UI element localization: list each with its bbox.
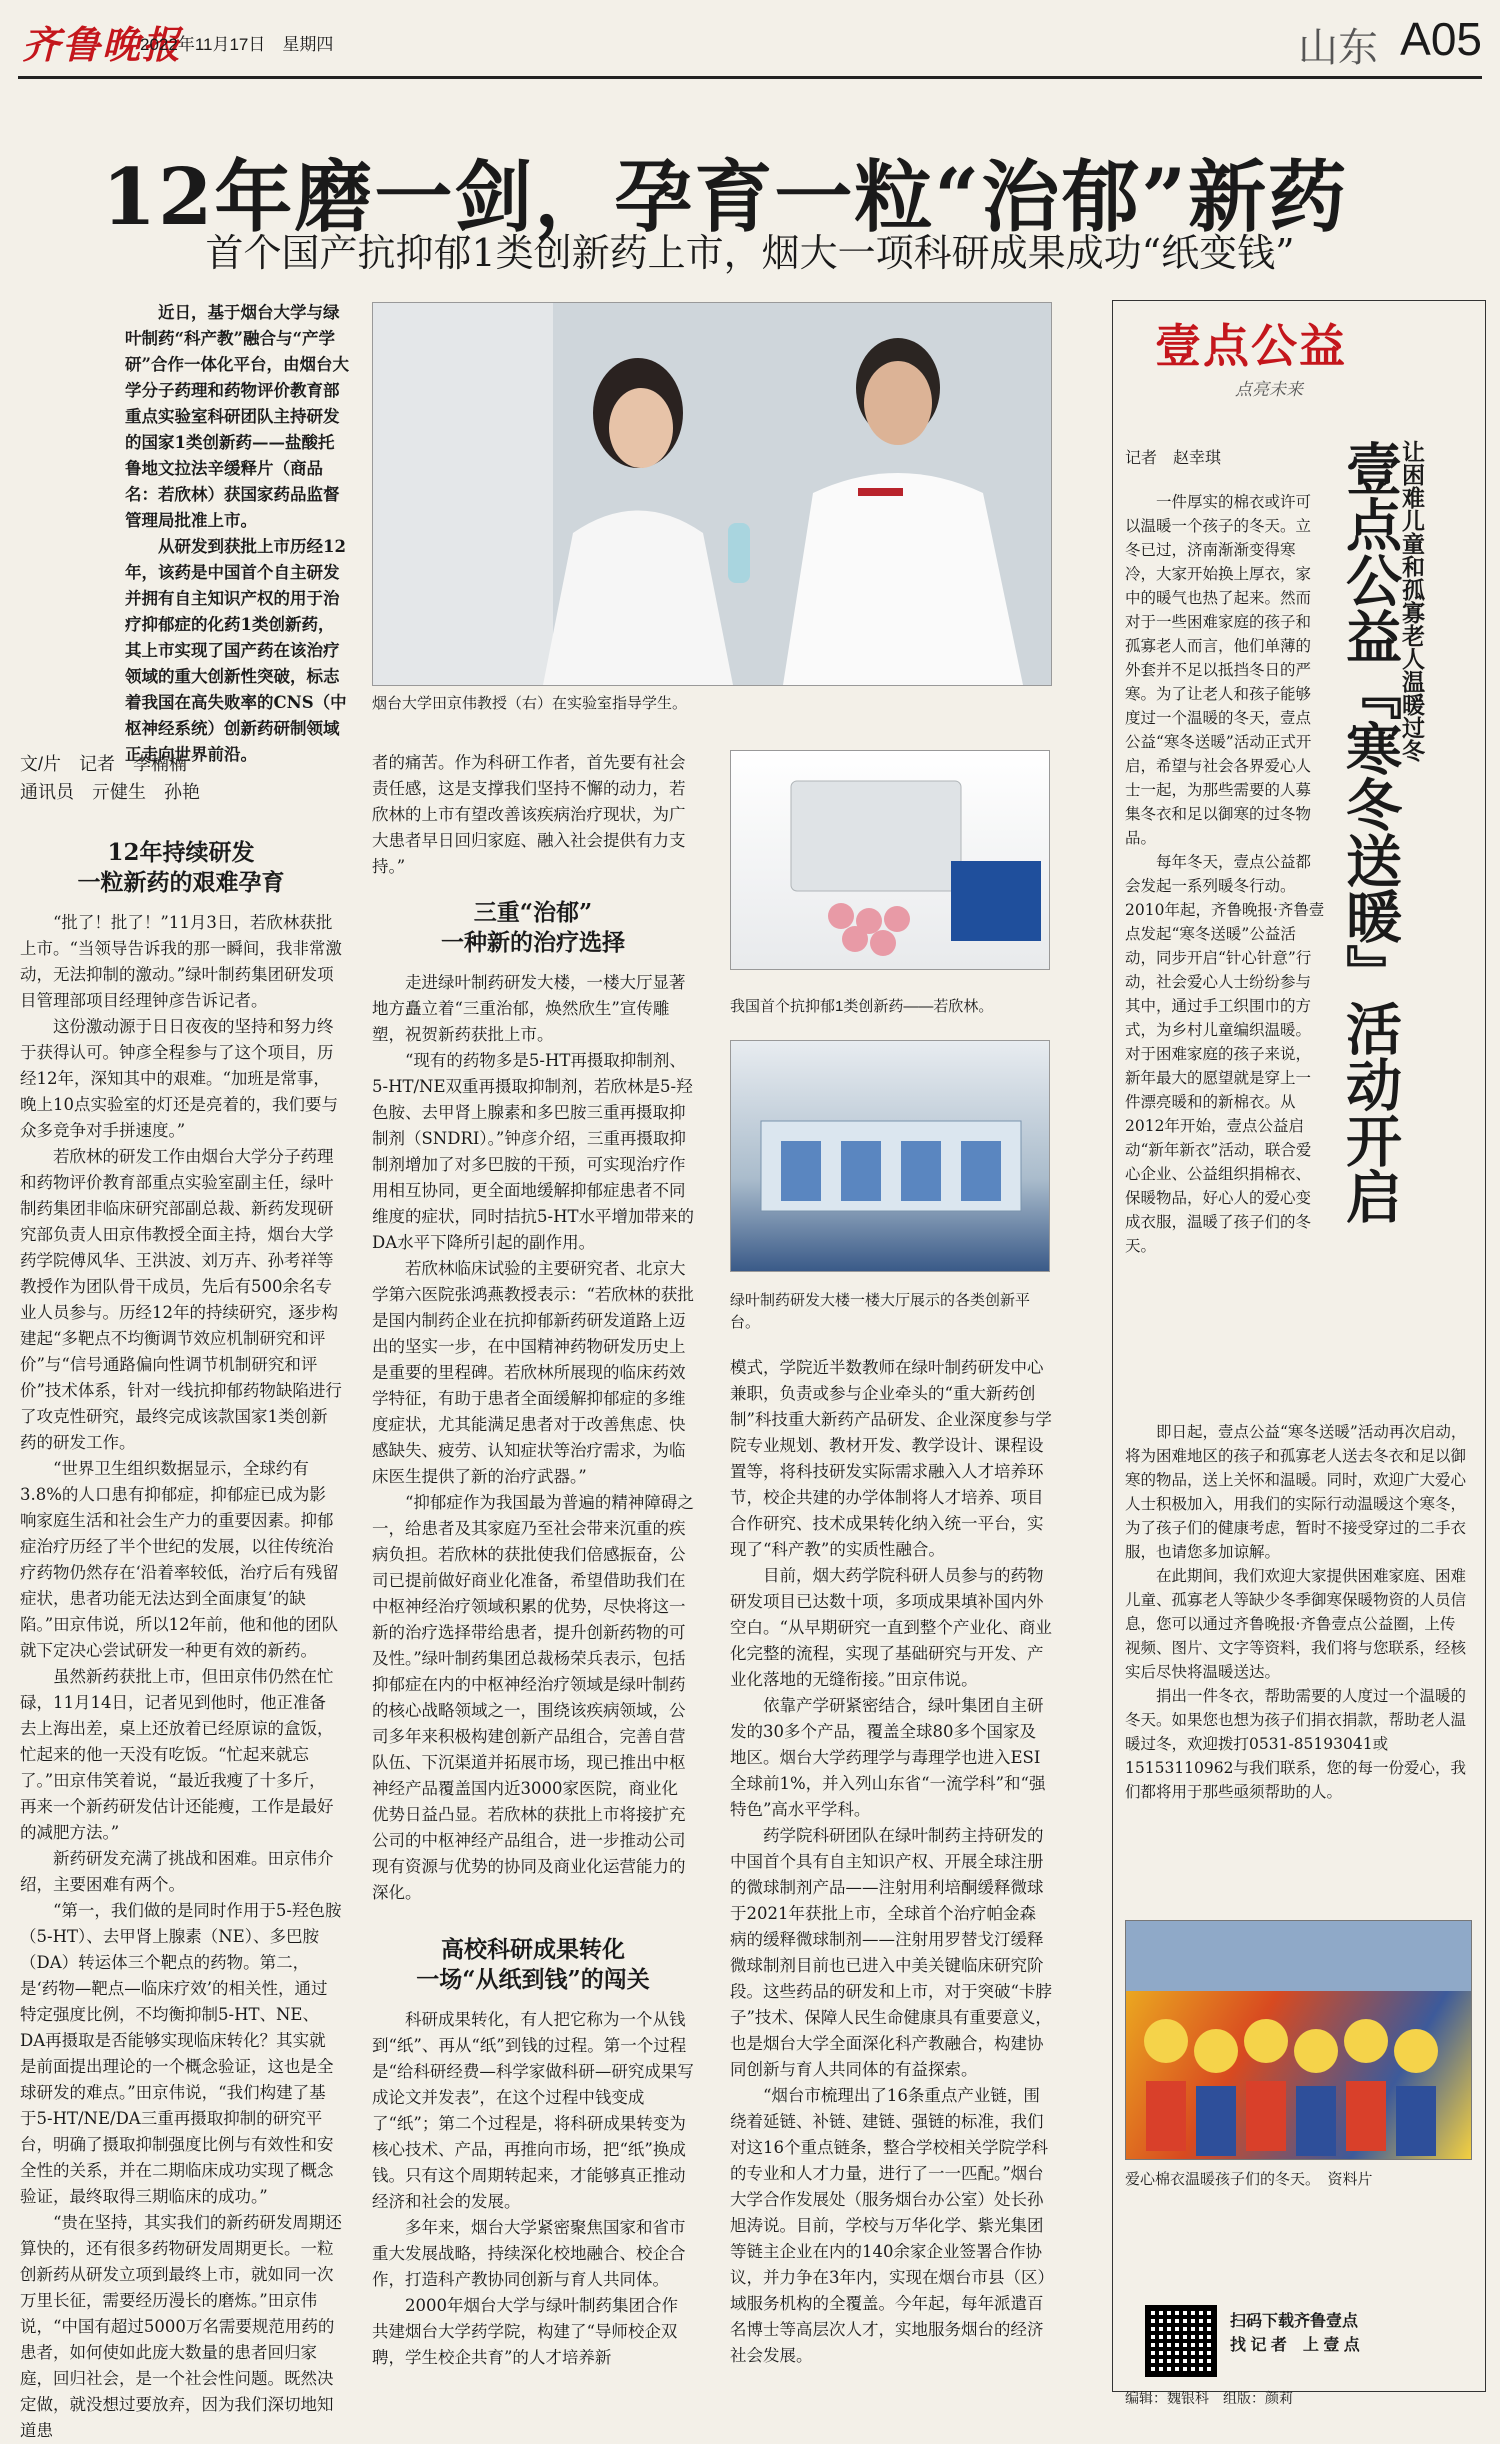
masthead-rule bbox=[18, 76, 1482, 79]
lab-scene-illustration bbox=[373, 303, 1051, 685]
qr-label: 扫码下载齐鲁壹点 找 记 者 上 壹 点 bbox=[1230, 2313, 1360, 2354]
sidebar-body-narrow bbox=[1125, 490, 1325, 1258]
body-paragraph: “贵在坚持，其实我们的新药研发周期还算快的，还有很多药物研发周期更长。一粒创新药从研发立项到最终上市，就如同一次万里长征，需要经历漫长的磨炼。”田京伟说，“中国有超过5000万名需要规范用药的患者，如何使如此庞大数量的患者回归家庭，回归社会，是一个社会性问题。既然决定做，就没想过要放弃，因为我们深切地知道患 bbox=[20, 2213, 342, 2440]
lobby-illustration bbox=[731, 1041, 1049, 1271]
body-paragraph: 依靠产学研紧密结合，绿叶集团自主研发的30多个产品，覆盖全球80多个国家及地区。烟台大学药理学与毒理学也进入ESI全球前1%，并入列山东省“一流学科”和“强特色”高水平学科。 bbox=[730, 1696, 1046, 1819]
section-1-title: 12年持续研发 一粒新药的艰难孕育 bbox=[77, 839, 285, 896]
sidebar-title: 壹点公益『寒冬送暖』活动开启 bbox=[1337, 440, 1403, 1224]
byline-correspondent: 通讯员 亓健生 孙艳 bbox=[20, 782, 200, 802]
body-paragraph: 走进绿叶制药研发大楼，一楼大厅显著地方矗立着“三重治郁，焕然欣生”宣传雕塑，祝贺新药获批上市。 bbox=[372, 973, 686, 1044]
issue-date: 2022年11月17日 星期四 bbox=[140, 35, 334, 54]
download-qr-code[interactable] bbox=[1145, 2305, 1217, 2377]
main-photo-caption: 烟台大学田京伟教授（右）在实验室指导学生。 bbox=[372, 695, 688, 712]
body-paragraph: “第一，我们做的是同时作用于5-羟色胺（5-HT）、去甲肾上腺素（NE）、多巴胺（DA）转运体三个靶点的药物。第二，是‘药物—靶点—临床疗效’的相关性，通过特定强度比例，不均衡抑制5-HT、NE、DA再摄取是否能够实现临床转化？其实就是前面提出理论的一个概念验证，这也是全球研发的难点。”田京伟说，“我们构建了基于5-HT/NE/DA三重再摄取抑制的研究平台，明确了摄取抑制强度比例与有效性和安全性的关系，并在二期临床成功实现了概念验证，最终取得三期临床的成功。” bbox=[20, 1901, 342, 2206]
main-headline: 12年磨一剑，孕育一粒“治郁”新药 bbox=[101, 152, 1349, 243]
charity-photo-caption: 爱心棉衣温暖孩子们的冬天。 资料片 bbox=[1125, 2171, 1373, 2188]
body-paragraph: “现有的药物多是5-HT再摄取抑制剂、5-HT/NE双重再摄取抑制剂，若欣林是5-羟色胺、去甲肾上腺素和多巴胺三重再摄取抑制剂（SNDRI）。”钟彦介绍，三重再摄取抑制剂增加了对多巴胺的干预，可实现治疗作用相互协同，更全面地缓解抑郁症患者不同维度的症状，同时拮抗5-HT水平增加带来的DA水平下降所引起的副作用。 bbox=[372, 1051, 694, 1252]
body-paragraph: 者的痛苦。作为科研工作者，首先要有社会责任感，这是支撑我们坚持不懈的动力，若欣林的上市有望改善该疾病治疗现状，为广大患者早日回归家庭、融入社会提供有力支持。” bbox=[372, 753, 686, 876]
charity-logo: 壹点公益 bbox=[1155, 319, 1347, 373]
main-photo bbox=[372, 302, 1052, 686]
editor-credit: 编辑：魏银科 组版：颜莉 bbox=[1125, 2390, 1293, 2406]
body-paragraph: 2000年烟台大学与绿叶制药集团合作共建烟台大学药学院，构建了“导师校企双聘，学生校企共育”的人才培养新 bbox=[372, 2296, 678, 2367]
sidebar-byline: 记者 赵幸琪 bbox=[1125, 450, 1222, 467]
lobby-photo-caption: 绿叶制药研发大楼一楼大厅展示的各类创新平台。 bbox=[730, 1292, 1031, 1331]
body-paragraph: 虽然新药获批上市，但田京伟仍然在忙碌，11月14日，记者见到他时，他正准备去上海出差，桌上还放着已经原谅的盒饭，忙起来的他一天没有吃饭。“忙起来就忘了。”田京伟笑着说，“最近我瘦了十多斤，再来一个新药研发估计还能瘦，工作是最好的减肥方法。” bbox=[20, 1667, 334, 1842]
body-paragraph: “抑郁症作为我国最为普遍的精神障碍之一，给患者及其家庭乃至社会带来沉重的疾病负担。若欣林的获批使我们倍感振奋，公司已提前做好商业化准备，希望借助我们在中枢神经治疗领域积累的优势，尽快将这一新的治疗选择带给患者，提升创新药物的可及性。”绿叶制药集团总裁杨荣兵表示，包括抑郁症在内的中枢神经治疗领域是绿叶制药的核心战略领域之一，围绕该疾病领域，公司多年来积极构建创新产品组合，完善自营队伍、下沉渠道并拓展市场，现已推出中枢神经产品覆盖国内近3000家医院，商业化优势日益凸显。若欣林的获批上市将接扩充公司的中枢神经产品组合，进一步推动公司现有资源与优势的协同及商业化运营能力的深化。 bbox=[372, 1493, 694, 1902]
body-paragraph: 在此期间，我们欢迎大家提供困难家庭、困难儿童、孤寡老人等缺少冬季御寒保暖物资的人员信息，您可以通过齐鲁晚报·齐鲁壹点公益圈，上传视频、图片、文字等资料，我们将与您联系，经核实后尽快将温暖送达。 bbox=[1125, 1567, 1467, 1681]
section-2-body bbox=[372, 970, 694, 1906]
lobby-photo bbox=[730, 1040, 1050, 1272]
section-4 bbox=[730, 1355, 1052, 2369]
body-paragraph: 即日起，壹点公益“寒冬送暖”活动再次启动，将为困难地区的孩子和孤寡老人送去冬衣和足以御寒的物品，送上关怀和温暖。同时，欢迎广大爱心人士积极加入，用我们的实际行动温暖这个寒冬，为了孩子们的健康考虑，暂时不接受穿过的二手衣服，也请您多加谅解。 bbox=[1125, 1423, 1467, 1561]
body-paragraph: 药学院科研团队在绿叶制药主持研发的中国首个具有自主知识产权、开展全球注册的微球制剂产品——注射用利培酮缓释微球于2021年获批上市，全球首个治疗帕金森病的缓释微球制剂——注射用罗替戈汀缓释微球制剂目前也已进入中美关键临床研究阶段。这些药品的研发和上市，对于突破“卡脖子”技术、保障人民生命健康具有重要意义，也是烟台大学全面深化科产教融合，构建协同创新与育人共同体的有益探索。 bbox=[730, 1826, 1052, 2079]
section-name: 山东 bbox=[1298, 26, 1378, 70]
section-3 bbox=[372, 1935, 694, 2371]
page-number: A05 bbox=[1400, 13, 1482, 65]
body-paragraph: “烟台市梳理出了16条重点产业链，围绕着延链、补链、建链、强链的标准，我们对这16个重点链条，整合学校相关学院学科的专业和人才力量，进行了一一匹配。”烟台大学合作发展处（服务烟台办公室）处长孙旭涛说。目前，学校与万华化学、紫光集团等链主企业在内的140余家企业签署合作协议，并力争在3年内，实现在烟台市县（区）域服务机构的全覆盖。今年起，每年派遣百名博士等高层次人才，实地服务烟台的经济社会发展。 bbox=[730, 2086, 1048, 2365]
body-paragraph: 若欣林临床试验的主要研究者、北京大学第六医院张鸿燕教授表示：“若欣林的获批是国内制药企业在抗抑郁新药研发道路上迈出的坚实一步，在中国精神药物研发历史上是重要的里程碑。若欣林所展现的临床药效学特征，有助于患者全面缓解抑郁症的多维度症状，尤其能满足患者对于改善焦虑、快感缺失、疲劳、认知症状等治疗需求，为临床医生提供了新的治疗武器。” bbox=[372, 1259, 694, 1486]
body-paragraph: 一件厚实的棉衣或许可以温暖一个孩子的冬天。立冬已过，济南渐渐变得寒冷，大家开始换上厚衣，家中的暖气也热了起来。然而对于一些困难家庭的孩子和孤寡老人而言，他们单薄的外套并不足以抵挡冬日的严寒。为了让老人和孩子能够度过一个温暖的冬天，壹点公益“寒冬送暖”活动正式开启，希望与社会各界爱心人士一起，为那些需要的人募集冬衣和足以御寒的过冬物品。 bbox=[1125, 493, 1312, 847]
section-2-title: 三重“治郁” 一种新的治疗选择 bbox=[441, 899, 625, 956]
body-paragraph: “世界卫生组织数据显示，全球约有3.8%的人口患有抑郁症，抑郁症已成为影响家庭生活和社会生产力的重要因素。抑郁症治疗历经了半个世纪的发展，以往传统治疗药物仍然存在‘沿着率较低，治疗后有残留症状，患者功能无法达到全面康复’的缺陷。”田京伟说，所以12年前，他和他的团队就下定决心尝试研发一种更有效的新药。 bbox=[20, 1459, 339, 1660]
body-paragraph: 模式，学院近半数教师在绿叶制药研发中心兼职，负责或参与企业牵头的“重大新药创制”科技重大新药产品研发、企业深度参与学院专业规划、教材开发、教学设计、课程设置等，将科技研发实际需求融入人才培养环节，校企共建的办学体制将人才培养、项目合作研究、技术成果转化纳入统一平台，实现了“科产教”的实质性融合。 bbox=[730, 1358, 1052, 1559]
body-paragraph: 多年来，烟台大学紧密聚焦国家和省市重大发展战略，持续深化校地融合、校企合作，打造科产教协同创新与育人共同体。 bbox=[372, 2218, 686, 2289]
section-1-body bbox=[20, 910, 342, 2444]
intro-paragraph: 近日，基于烟台大学与绿叶制药“科产教”融合与“产学研”合作一体化平台，由烟台大学分子药理和药物评价教育部重点实验室科研团队主持研发的国家1类创新药——盐酸托鲁地文拉法辛缓释片（商品名：若欣林）获国家药品监督管理局批准上市。 bbox=[125, 303, 349, 530]
body-paragraph: 捐出一件冬衣，帮助需要的人度过一个温暖的冬天。如果您也想为孩子们捐衣捐款，帮助老人温暖过冬，欢迎拨打0531-85193041或15153110962与我们联系，您的每一份爱心，我们都将用于那些亟须帮助的人。 bbox=[1125, 1687, 1467, 1801]
pill-illustration bbox=[731, 751, 1049, 969]
body-paragraph: 目前，烟大药学院科研人员参与的药物研发项目已达数十项，多项成果填补国内外空白。“从早期研究一直到整个产业化、商业化完整的流程，实现了基础研究与开发、产业化落地的无缝衔接。”田京伟说。 bbox=[730, 1566, 1052, 1689]
sidebar-body-wide bbox=[1125, 1420, 1470, 1804]
charity-tagline: 点亮未来 bbox=[1235, 380, 1303, 400]
body-paragraph: 这份激动源于日日夜夜的坚持和努力终于获得认可。钟彦全程参与了这个项目，历经12年，深知其中的艰难。“加班是常事，晚上10点实验室的灯还是亮着的，我们要与众多竞争对手拼速度。” bbox=[20, 1017, 338, 1140]
section-1 bbox=[20, 838, 342, 2444]
byline bbox=[20, 750, 340, 806]
intro-paragraph: 从研发到获批上市历经12年，该药是中国首个自主研发并拥有自主知识产权的用于治疗抑郁症的化药1类创新药，其上市实现了国产药在该治疗领域的重大创新性突破，标志着我国在高失败率的CNS（中枢神经系统）创新药研制领域正走向世界前沿。 bbox=[125, 537, 347, 764]
charity-photo bbox=[1125, 1920, 1472, 2160]
body-paragraph: 科研成果转化，有人把它称为一个从钱到“纸”、再从“纸”到钱的过程。第一个过程是“给科研经费—科学家做科研—研究成果写成论文并发表”，在这个过程中钱变成了“纸”；第二个过程是，将科研成果转变为核心技术、产品，再推向市场，把“纸”换成钱。只有这个周期转起来，才能够真正推动经济和社会的发展。 bbox=[372, 2010, 694, 2211]
body-paragraph: 新药研发充满了挑战和困难。田京伟介绍，主要困难有两个。 bbox=[20, 1849, 334, 1894]
section-4-body bbox=[730, 1355, 1052, 2369]
children-group-illustration bbox=[1126, 1921, 1471, 2159]
sidebar-subtitle: 让困难儿童和孤寡老人温暖过冬 bbox=[1398, 440, 1425, 762]
section-2 bbox=[372, 750, 694, 1906]
body-paragraph: 若欣林的研发工作由烟台大学分子药理和药物评价教育部重点实验室副主任，绿叶制药集团非临床研究部副总裁、新药发现研究部负责人田京伟教授全面主持，烟台大学药学院傅风华、王洪波、刘万卉、孙考祥等教授作为团队骨干成员，先后有500余名专业人员参与。历经12年的持续研究，逐步构建起“多靶点不均衡调节效应机制研究和评价”与“信号通路偏向性调节机制研究和评价”技术体系，针对一线抗抑郁药物缺陷进行了攻克性研究，最终完成该款国家1类创新药的研发工作。 bbox=[20, 1147, 342, 1452]
medicine-photo bbox=[730, 750, 1050, 970]
main-subhead: 首个国产抗抑郁1类创新药上市，烟大一项科研成果成功“纸变钱” bbox=[205, 231, 1295, 275]
medicine-photo-caption: 我国首个抗抑郁1类创新药——若欣林。 bbox=[730, 998, 994, 1015]
section-2-lead bbox=[372, 750, 694, 880]
body-paragraph: 每年冬天，壹点公益都会发起一系列暖冬行动。2010年起，齐鲁晚报·齐鲁壹点发起“寒冬送暖”公益活动，同步开启“针心针意”行动，社会爱心人士纷纷参与其中，通过手工织围巾的方式，为乡村儿童编织温暖。对于困难家庭的孩子来说，新年最大的愿望就是穿上一件漂亮暖和的新棉衣。从2012年开始，壹点公益启动“新年新衣”活动，联合爱心企业、公益组织捐棉衣、保暖物品，好心人的爱心变成衣服，温暖了孩子们的冬天。 bbox=[1125, 853, 1325, 1255]
section-3-title: 高校科研成果转化 一场“从纸到钱”的闯关 bbox=[416, 1936, 650, 1993]
body-paragraph: “批了！批了！”11月3日，若欣林获批上市。“当领导告诉我的那一瞬间，我非常激动，无法抑制的激动。”绿叶制药集团研发项目管理部项目经理钟彦告诉记者。 bbox=[20, 913, 342, 1010]
intro-text bbox=[125, 300, 350, 768]
newspaper-logo: 齐鲁晚报 bbox=[22, 22, 183, 67]
byline-reporter: 文/片 记者 李楠楠 bbox=[20, 754, 188, 774]
section-3-body bbox=[372, 2007, 694, 2371]
